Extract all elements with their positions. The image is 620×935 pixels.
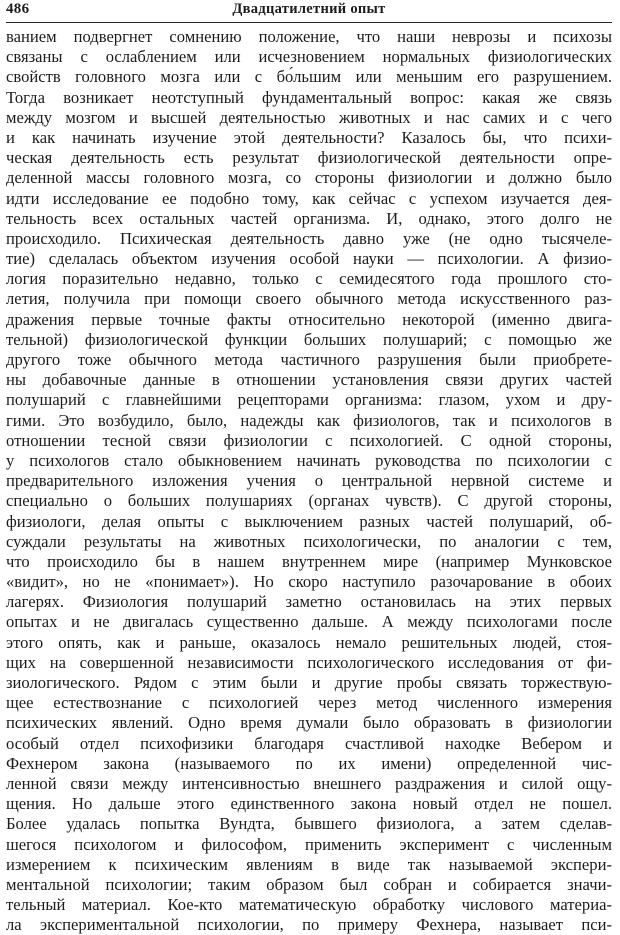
text-line: что происходило бы в нашем внутреннем мире (например Мунковское — [6, 551, 612, 571]
text-line: суждали результаты на животных психологически, по аналогии с тем, — [6, 531, 612, 551]
text-line: шегося психологом и философом, применить эксперимент с численным — [6, 834, 612, 854]
text-line: тельной) физиологической функции больших полушарий; с помощью же — [6, 329, 612, 349]
text-line: у психологов стало обыкновением начинать руководства по психологии с — [6, 450, 612, 470]
text-line: измерением к психическим явлениям в виде так называемой экспери- — [6, 854, 612, 874]
text-line: другого тоже обычного метода частичного разрушения были приобрете- — [6, 350, 612, 369]
text-line: ла экспериментальной психологии, по примеру Фехнера, называет пси- — [6, 915, 612, 935]
text-line: предварительного изложения учения о центральной нервной системе и — [6, 471, 612, 491]
text-line: ленной связи между интенсивностью внешнего раздражения и силой ощу- — [6, 773, 612, 793]
text-line: опытах и не двигалась существенно дальше. А между психологами после — [6, 612, 612, 632]
text-line: физиологи, делая опыты с выключением разных частей полушарий, об- — [6, 511, 612, 531]
text-line: свойств головного мозга или с бо́льшим или меньшим его разрушением. — [6, 67, 612, 87]
text-line: полушарий с главнейшими рецепторами организма: глазом, ухом и дру- — [6, 390, 612, 410]
text-line: Фехнером закона (называемого по их имени) определенной чис- — [6, 753, 612, 773]
body-text — [6, 27, 612, 935]
text-line: происходило. Психическая деятельность давно уже (не одно тысячеле- — [6, 228, 612, 248]
text-line: логия поразительно недавно, только с семидесятого года прошлого сто- — [6, 269, 612, 289]
text-line: психических явлений. Одно время думали было образовать в физиологии — [6, 713, 612, 733]
page-number: 486 — [6, 1, 30, 17]
text-line: ментальной психологии; таким образом был собран и собирается значи- — [6, 874, 612, 894]
text-line: тельный материал. Кое-кто математическую обработку числового материа- — [6, 895, 612, 915]
running-head — [6, 0, 612, 23]
running-title: Двадцатилетний опыт — [232, 1, 386, 17]
text-line: ванием подвергнет сомнению положение, что наши неврозы и психозы — [6, 27, 612, 46]
text-line: этого опять, как и раньше, оказалось немало решительных людей, стоя- — [6, 632, 612, 652]
text-line: ны добавочные данные в отношении установления связи других частей — [6, 370, 612, 390]
text-line: зиологического. Рядом с этим были и другие пробы связать торжествую- — [6, 673, 612, 692]
text-line: тельность всех остальных частей организма. И, однако, этого долго не — [6, 208, 612, 228]
text-line: щения. Но дальше этого единственного закона новый отдел не пошел. — [6, 794, 612, 814]
text-line: гими. Это возбудило, было, надежды как физиологов, так и психологов в — [6, 410, 612, 430]
text-line: щее естествознание с психологией через метод численного измерения — [6, 693, 612, 713]
text-line: летия, получила при помощи своего обычного метода искусственного раз- — [6, 289, 612, 309]
text-line: тие) сделалась объектом изучения особой науки — психологии. А физио- — [6, 249, 612, 269]
text-line: Тогда возникает неотступный фундаментальный вопрос: какая же связь — [6, 87, 612, 107]
text-line: отношении тесной связи физиологии с психологией. С одной стороны, — [6, 430, 612, 450]
text-line: и как начинать изучение этой деятельности? Казалось бы, что психи- — [6, 127, 612, 147]
text-line: между мозгом и высшей деятельностью животных и нас самих и с чего — [6, 107, 612, 127]
text-line: лагерях. Физиология полушарий заметно остановилась на этих первых — [6, 592, 612, 612]
text-line: дражения первые точные факты относительно некоторой (именно двига- — [6, 309, 612, 329]
text-line: щих на совершенной независимости психологического исследования от фи- — [6, 652, 612, 672]
text-line: специально о больших полушариях (органах чувств). С другой стороны, — [6, 491, 612, 511]
text-line: деленной массы головного мозга, со стороны физиологии и должно было — [6, 168, 612, 188]
text-line: «видит», но не «понимает»). Но скоро наступило разочарование в обоих — [6, 572, 612, 592]
text-line: идти исследование ее подобно тому, как сейчас с успехом изучается дея- — [6, 188, 612, 208]
text-line: Более удалась попытка Вундта, бывшего физиолога, а затем сделав- — [6, 814, 612, 834]
text-line: ческая деятельность есть результат физиологической деятельности опре- — [6, 148, 612, 168]
text-line: особый отдел психофизики благодаря счастливой находке Вебером и — [6, 733, 612, 753]
text-line: связаны с ослаблением или исчезновением нормальных физиологических — [6, 47, 612, 67]
